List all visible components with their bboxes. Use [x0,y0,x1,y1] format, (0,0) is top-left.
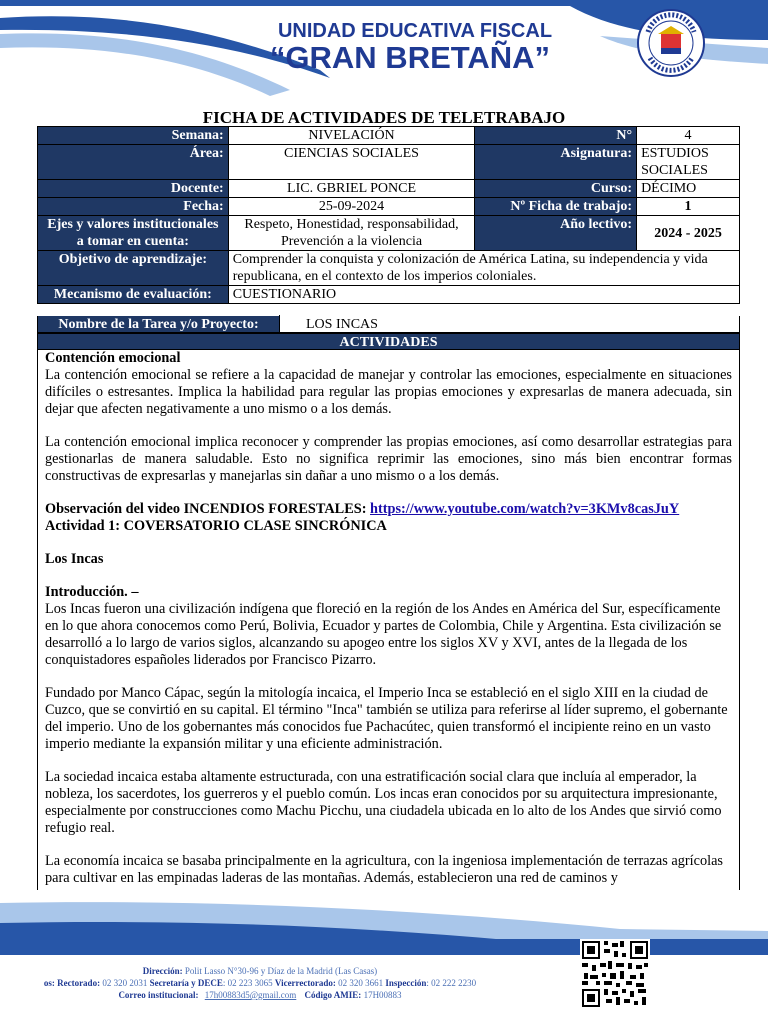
area-value: CIENCIAS SOCIALES [228,145,475,180]
footer-decoration [0,895,768,1024]
ficha-label: Nº Ficha de trabajo: [475,198,637,216]
mecanismo-label: Mecanismo de evaluación: [38,286,229,304]
footer-direccion [0,965,530,977]
video-line [45,501,732,518]
contencion-paragraph-1: La contención emocional se refiere a la capacidad de manejar y controlar las emociones, especialmente en situaciones difíciles o estresantes. Implica la habilidad para regular las propias emociones y expresarlas de manera adecuada, sin dejar que afecten negativamente a uno mismo o a los demás. [45,367,732,417]
objetivo-label: Objetivo de aprendizaje: [38,251,229,286]
area-label: Área: [38,145,229,180]
amie-value: 17H00883 [363,990,402,1000]
secretaria-label: Secretaría y DECE [149,978,223,988]
curso-label: Curso: [475,180,637,198]
tarea-row [37,316,740,333]
incas-paragraph-1: Los Incas fueron una civilización indígena que floreció en la región de los Andes en América del Sur, específicamente en lo que ahora conocemos como Perú, Bolivia, Ecuador y partes de Colombia, Chile y Argentina. Esta civilización se desarrolló a lo largo de varios siglos, alcanzando su apogeo entre los siglos XV y XVI, antes de la llegada de los conquistadores españoles liderados por Francisco Pizarro. [45,601,722,668]
qr-code-icon [580,939,650,1009]
correo-label: Correo institucional: [118,990,199,1000]
curso-value: DÉCIMO [637,180,740,198]
direccion-value: Polit Lasso N°30-96 y Díaz de la Madrid (Las Casas) [184,966,378,976]
rectorado-label: Rectorado: [57,978,101,988]
vicerrectorado-value: 02 320 3661 [338,978,384,988]
activities-content [37,350,740,890]
school-name-line2: “GRAN BRETAÑA” [269,40,551,75]
tel-prefix: os: [43,978,55,988]
incas-paragraph-2: Fundado por Manco Cápac, según la mitología incaica, el Imperio Inca se estableció en el siglo XIII en la ciudad de Cuzco, que se convirtió en su capital. El término "Inca" también se utiliza para referirse al líder supremo, el gobernante del imperio. Uno de los gobernantes más conocidos fue Pachacútec, quien transformó el incipiente reino en un vasto imperio mediante la expansión militar y una eficiente administración. [45,685,728,752]
inspeccion-label: Inspección [385,978,427,988]
docente-label: Docente: [38,180,229,198]
correo-value[interactable]: 17h00883d5@gmail.com [204,990,297,1000]
contencion-title: Contención emocional [45,350,181,366]
ejes-label: Ejes y valores institucionales a tomar en cuenta: [38,216,229,251]
asignatura-label: Asignatura: [475,145,637,180]
contencion-paragraph-2: La contención emocional implica reconocer y comprender las propias emociones, así como desarrollar estrategias para gestionarlas de manera saludable. Esto no significa reprimir las emociones, sino más bien encontrar formas constructivas de expresarlas y manejarlas sin dañar a uno mismo o a los demás. [45,434,732,484]
semana-label: Semana: [38,127,229,145]
inspeccion-value: : 02 222 2230 [426,978,477,988]
secretaria-value: : 02 223 3065 [222,978,273,988]
tarea-value: LOS INCAS [306,317,378,332]
fecha-value: 25-09-2024 [228,198,475,216]
footer-contact [0,965,530,1001]
footer-telefonos [0,977,530,989]
vicerrectorado-label: Vicerrectorado: [274,978,336,988]
rectorado-value: 02 320 2031 [102,978,148,988]
ejes-value: Respeto, Honestidad, responsabilidad, Prevención a la violencia [228,216,475,251]
incas-paragraph-4: La economía incaica se basaba principalmente en la agricultura, con la ingeniosa implementación de terrazas agrícolas para cultivar en las empinadas laderas de las montañas. Además, establecieron una red de caminos y [45,853,723,886]
semana-value: NIVELACIÓN [228,127,475,145]
numero-label: N° [475,127,637,145]
docente-value: LIC. GBRIEL PONCE [228,180,475,198]
video-label: Observación del video INCENDIOS FORESTALES: [45,501,371,517]
mecanismo-value: CUESTIONARIO [228,286,739,304]
activities-header: ACTIVIDADES [37,333,740,350]
school-seal-icon [636,8,706,78]
objetivo-value: Comprender la conquista y colonización de América Latina, su independencia y vida republicana, en el contexto de los imperios coloniales. [228,251,739,286]
numero-value: 4 [637,127,740,145]
tarea-label: Nombre de la Tarea y/o Proyecto: [38,316,279,332]
school-name-line1: UNIDAD EDUCATIVA FISCAL [277,20,553,42]
incas-title: Los Incas [45,551,104,567]
anio-label: Año lectivo: [475,216,637,251]
asignatura-value: ESTUDIOS SOCIALES [637,145,740,180]
intro-title: Introducción. – [45,584,139,600]
anio-value: 2024 - 2025 [637,216,740,251]
fecha-label: Fecha: [38,198,229,216]
video-link[interactable]: https://www.youtube.com/watch?v=3KMv8casJuY [370,501,680,517]
activity-form-table [37,126,740,304]
amie-label: Código AMIE: [304,990,362,1000]
direccion-label: Dirección: [142,966,183,976]
incas-paragraph-3: La sociedad incaica estaba altamente estructurada, con una estratificación social clara que incluía al emperador, la nobleza, los sacerdotes, los guerreros y el pueblo común. Los incas eran conocidos por su arquitectura impresionante, especialmente por construcciones como Machu Picchu, una ciudadela ubicada en lo alto de los Andes que sirvió como refugio real. [45,769,722,836]
tarea-divider [279,315,280,332]
footer-correo [0,989,530,1001]
sheet-title: FICHA DE ACTIVIDADES DE TELETRABAJO [202,108,566,127]
actividad-1: Actividad 1: COVERSATORIO CLASE SINCRÓNICA [45,518,387,534]
ficha-value: 1 [637,198,740,216]
